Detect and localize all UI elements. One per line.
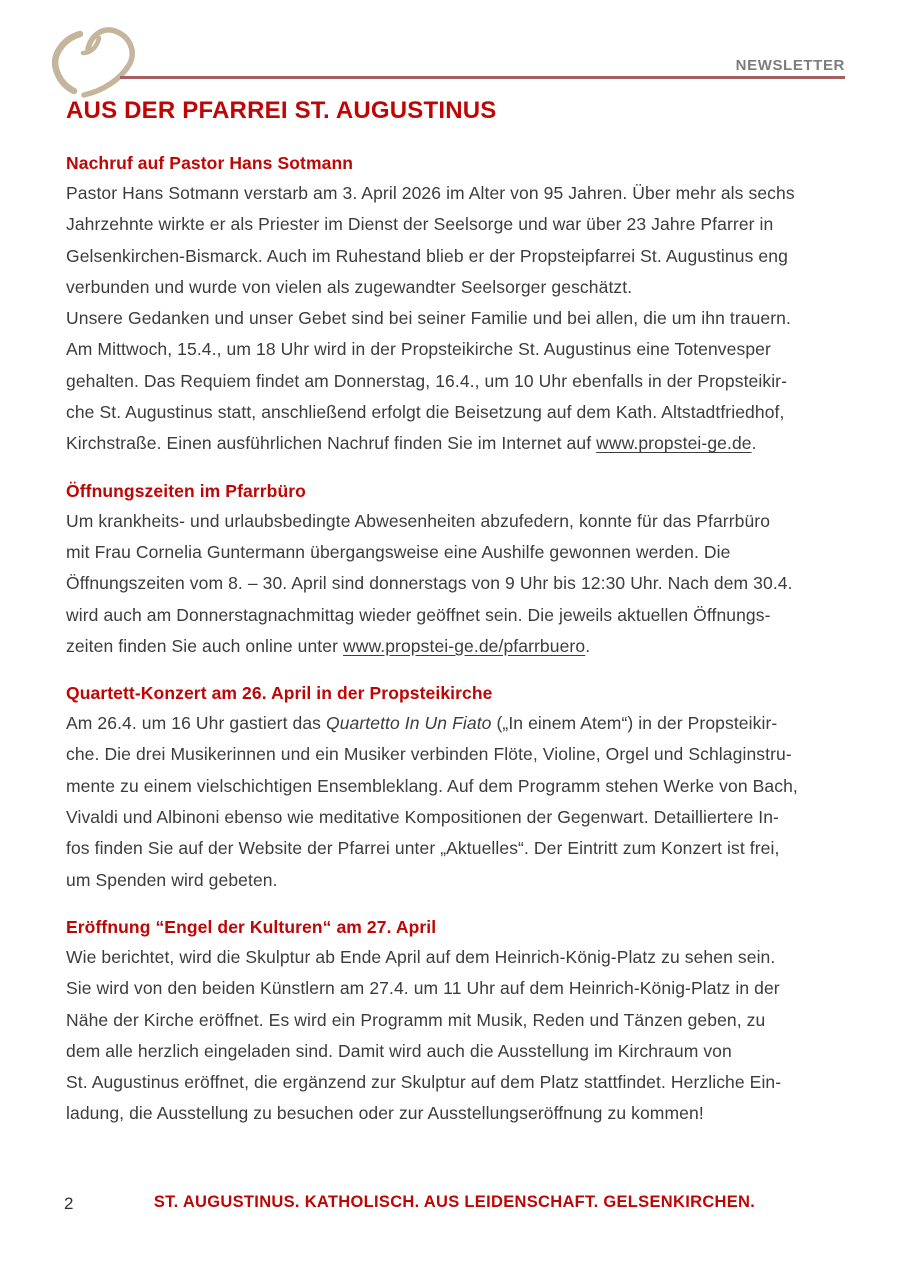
text-segment: Pastor Hans Sotmann verstarb am 3. April 2026 im Alter von 95 Jahren. Über mehr als sechs: [66, 183, 795, 203]
body-line: [66, 1098, 856, 1129]
emphasized-text: Quartetto In Un Fiato: [325, 713, 492, 734]
text-segment: che St. Augustinus statt, anschließend erfolgt die Beisetzung auf dem Kath. Altstadtfriedhof,: [66, 402, 785, 423]
body-line: [66, 272, 856, 303]
text-segment: Vivaldi und Albinoni ebenso wie meditative Kompositionen der Gegenwart. Detailliertere In-: [66, 807, 779, 828]
section-heading: Eröffnung “Engel der Kulturen“ am 27. April: [66, 916, 437, 937]
header-rule: [120, 76, 845, 79]
text-segment: gehalten. Das Requiem findet am Donnerstag, 16.4., um 10 Uhr ebenfalls in der Propsteikir-: [66, 370, 788, 391]
sections: [66, 148, 856, 1130]
section-heading: Öffnungszeiten im Pfarrbüro: [66, 480, 306, 501]
body-line: [66, 506, 856, 537]
body-line: [66, 428, 856, 459]
body-line: [66, 568, 856, 599]
section-heading: Nachruf auf Pastor Hans Sotmann: [66, 153, 354, 173]
text-segment: che. Die drei Musikerinnen und ein Musiker verbinden Flöte, Violine, Orgel und Schlaginstru-: [66, 744, 792, 765]
body-line: [66, 334, 856, 365]
section-2: [66, 678, 856, 896]
body-line: [66, 631, 856, 662]
body-line: [66, 973, 856, 1004]
body-line: [66, 537, 856, 568]
text-segment: Jahrzehnte wirkte er als Priester im Dienst der Seelsorge und war über 23 Jahre Pfarrer in: [66, 214, 774, 235]
body-line: [66, 600, 856, 631]
inline-link[interactable]: www.propstei-ge.de/pfarrbuero: [343, 635, 586, 656]
footer-slogan: ST. AUGUSTINUS. KATHOLISCH. AUS LEIDENSCHAFT. GELSENKIRCHEN.: [153, 1193, 756, 1211]
heart-brush-logo-icon: [46, 22, 142, 108]
body-line: [66, 1005, 856, 1036]
text-segment: Am Mittwoch, 15.4., um 18 Uhr wird in der Propsteikirche St. Augustinus eine Totenvesper: [66, 339, 771, 360]
page-title: AUS DER PFARREI ST. AUGUSTINUS: [66, 97, 497, 124]
text-segment: Sie wird von den beiden Künstlern am 27.4. um 11 Uhr auf dem Heinrich-König-Platz in der: [66, 978, 780, 999]
text-segment: mente zu einem vielschichtigen Ensembleklang. Auf dem Programm stehen Werke von Bach,: [66, 775, 798, 796]
text-segment: .: [585, 635, 591, 656]
body-line: [66, 397, 856, 428]
body-line: [66, 942, 856, 973]
section-0: [66, 148, 856, 460]
text-segment: Gelsenkirchen-Bismarck. Auch im Ruhestand blieb er der Propsteipfarrei St. Augustinus eng: [66, 245, 788, 266]
text-segment: wird auch am Donnerstagnachmittag wieder geöffnet sein. Die jeweils aktuellen Öffnungs-: [66, 604, 771, 625]
text-segment: um Spenden wird gebeten.: [66, 869, 278, 890]
text-segment: Nähe der Kirche eröffnet. Es wird ein Programm mit Musik, Reden und Tänzen geben, zu: [66, 1009, 766, 1030]
text-segment: Um krankheits- und urlaubsbedingte Abwesenheiten abzufedern, konnte für das Pfarrbüro: [66, 510, 771, 531]
body-line: [66, 366, 856, 397]
text-segment: fos finden Sie auf der Website der Pfarrei unter „Aktuelles“. Der Eintritt zum Konzert ist frei,: [66, 838, 780, 859]
body-line: [66, 1036, 856, 1067]
text-segment: mit Frau Cornelia Guntermann übergangsweise eine Aushilfe gewonnen werden. Die: [66, 541, 731, 562]
text-segment: Öffnungszeiten vom 8. – 30. April sind donnerstags von 9 Uhr bis 12:30 Uhr. Nach dem 30.4.: [66, 573, 793, 594]
text-segment: zeiten finden Sie auch online unter: [66, 635, 343, 656]
text-segment: ladung, die Ausstellung zu besuchen oder zur Ausstellungseröffnung zu kommen!: [66, 1103, 704, 1124]
page-footer: [0, 1193, 909, 1223]
section-1: [66, 476, 856, 662]
body-line: [66, 303, 856, 334]
body-line: [66, 865, 856, 896]
inline-link[interactable]: www.propstei-ge.de: [596, 433, 752, 454]
text-segment: dem alle herzlich eingeladen sind. Damit wird auch die Ausstellung im Kirchraum von: [66, 1040, 732, 1061]
body-line: [66, 802, 856, 833]
text-segment: verbunden und wurde von vielen als zugewandter Seelsorger geschätzt.: [66, 276, 633, 297]
body-line: [66, 833, 856, 864]
text-segment: Unsere Gedanken und unser Gebet sind bei seiner Familie und bei allen, die um ihn trauern.: [66, 308, 791, 329]
text-segment: („In einem Atem“) in der Propsteikir-: [491, 713, 778, 734]
page-number: 2: [64, 1194, 74, 1213]
text-segment: Kirchstraße. Einen ausführlichen Nachruf finden Sie im Internet auf: [66, 433, 597, 454]
newsletter-label: NEWSLETTER: [735, 57, 845, 74]
body-line: [66, 1067, 856, 1098]
section-3: [66, 912, 856, 1130]
body-line: [66, 739, 856, 770]
text-segment: Wie berichtet, wird die Skulptur ab Ende April auf dem Heinrich-König-Platz zu sehen sein.: [66, 946, 776, 967]
body-line: [66, 708, 856, 739]
body-line: [66, 209, 856, 240]
body-line: [66, 241, 856, 272]
body-line: [66, 771, 856, 802]
text-segment: .: [751, 433, 757, 454]
page-content: [66, 97, 856, 1146]
body-line: [66, 178, 856, 209]
text-segment: St. Augustinus eröffnet, die ergänzend zur Skulptur auf dem Platz stattfindet. Herzliche Ein-: [66, 1072, 782, 1093]
text-segment: Am 26.4. um 16 Uhr gastiert das: [66, 713, 326, 734]
section-heading: Quartett-Konzert am 26. April in der Propsteikirche: [66, 683, 493, 704]
